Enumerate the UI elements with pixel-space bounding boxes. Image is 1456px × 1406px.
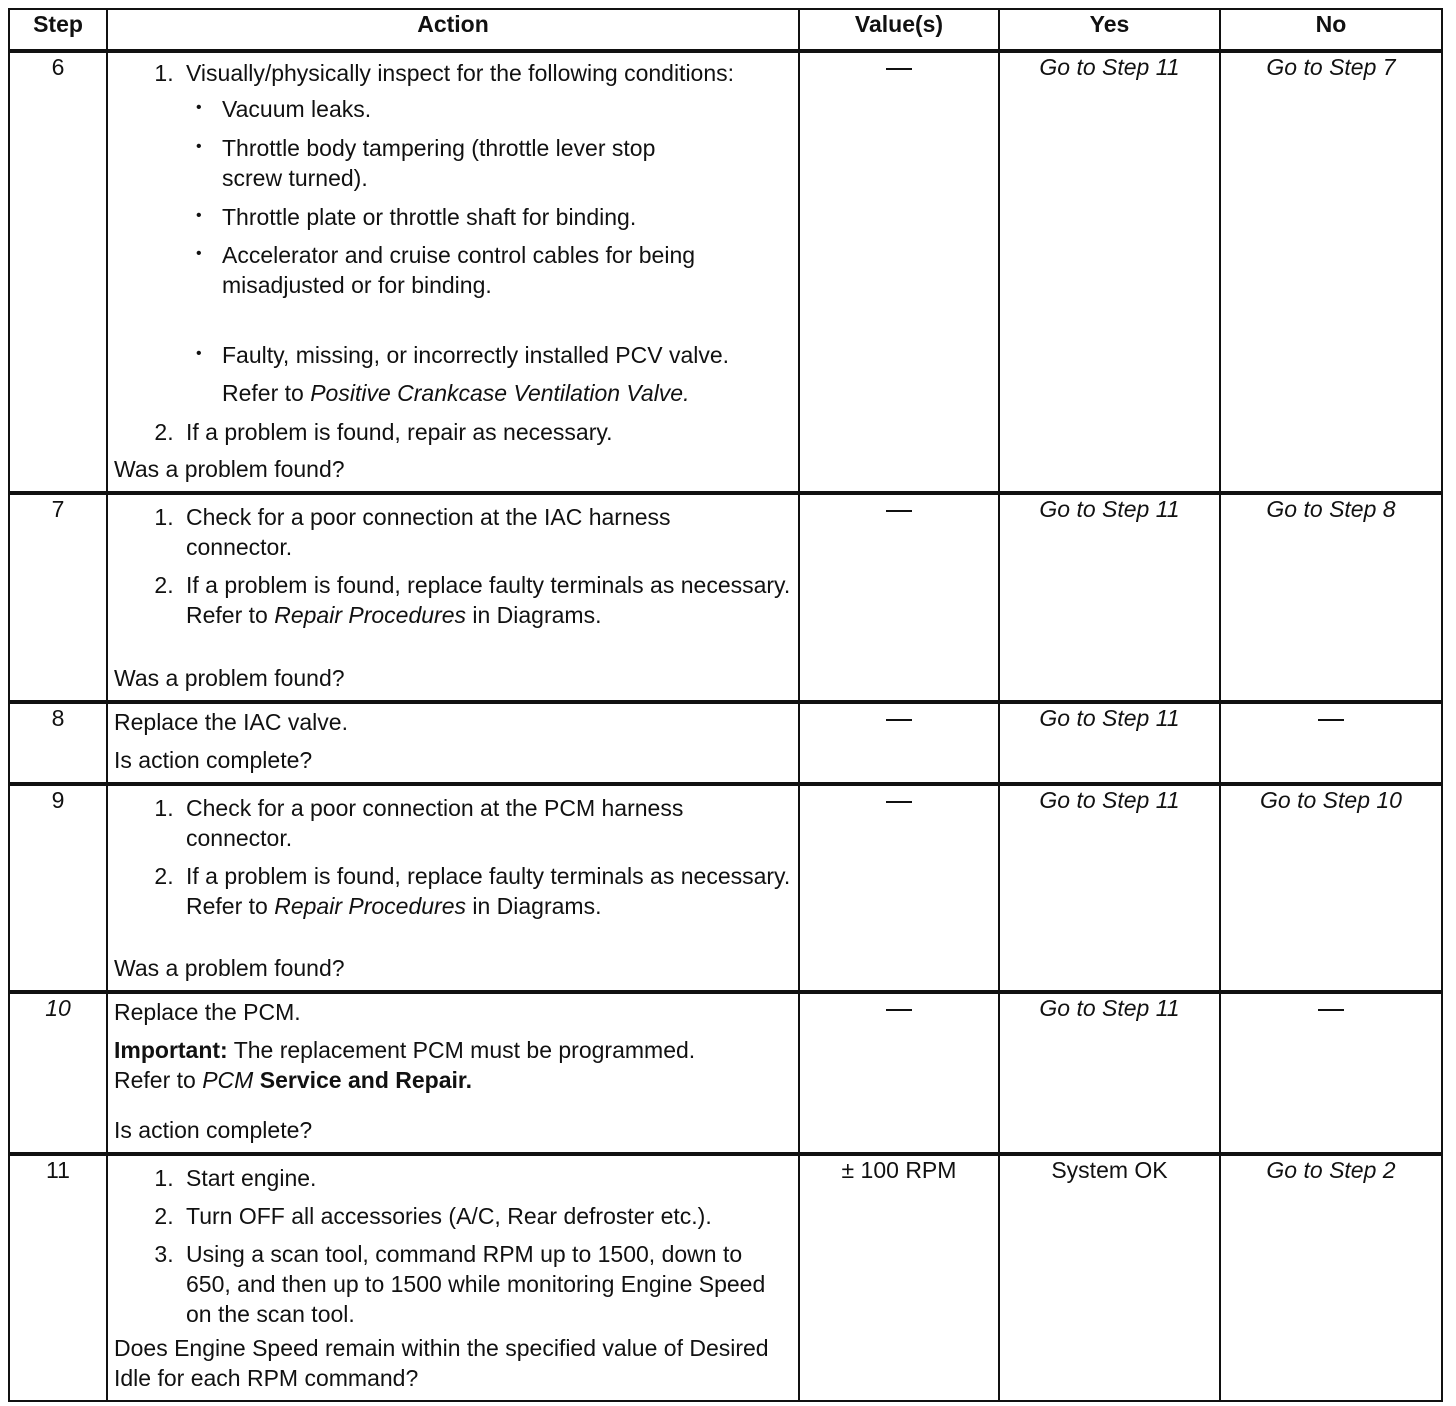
dash-mark xyxy=(886,510,912,512)
dash-mark xyxy=(1318,719,1344,721)
question: Was a problem found? xyxy=(114,456,345,483)
condition-item: • Accelerator and cruise control cables for being misadjusted or for binding. xyxy=(222,241,792,301)
dash-mark xyxy=(886,1009,912,1011)
action-item: 1. Check for a poor connection at the IAC harness connector. xyxy=(180,503,792,563)
value-cell: ± 100 RPM xyxy=(799,1154,999,1401)
table-header-row xyxy=(9,9,1442,51)
question: Was a problem found? xyxy=(114,665,345,692)
condition-list xyxy=(186,95,792,409)
yes-cell[interactable]: Go to Step 11 xyxy=(999,992,1220,1154)
dash-mark xyxy=(886,68,912,70)
value-cell xyxy=(799,702,999,784)
important-note: Important: The replacement PCM must be programmed. Refer to PCM Service and Repair. xyxy=(114,1036,696,1093)
action-item: 1. Start engine. xyxy=(180,1164,792,1194)
reference-link[interactable]: Repair Procedures xyxy=(274,892,466,919)
question: Is action complete? xyxy=(114,747,313,774)
header-values: Value(s) xyxy=(799,9,999,51)
reference-link[interactable]: PCM xyxy=(202,1066,254,1093)
reference-link[interactable]: Repair Procedures xyxy=(274,601,466,628)
yes-cell[interactable]: System OK xyxy=(999,1154,1220,1401)
no-cell xyxy=(1220,702,1442,784)
table-row-step-9 xyxy=(9,784,1442,992)
question: Is action complete? xyxy=(114,1117,313,1144)
action-item: 2. Turn OFF all accessories (A/C, Rear defroster etc.). xyxy=(180,1202,792,1232)
action-text: Replace the PCM. xyxy=(114,999,301,1025)
no-cell xyxy=(1220,992,1442,1154)
action-cell xyxy=(107,1154,799,1401)
no-cell[interactable]: Go to Step 8 xyxy=(1220,493,1442,702)
action-item: 1. Check for a poor connection at the PCM harness connector. xyxy=(180,794,792,854)
no-cell[interactable]: Go to Step 10 xyxy=(1220,784,1442,992)
action-item: 2. If a problem is found, replace faulty terminals as necessary. Refer to Repair Procedures in Diagrams. xyxy=(180,862,792,922)
value-cell xyxy=(799,784,999,992)
condition-item: • Throttle plate or throttle shaft for binding. xyxy=(222,203,792,233)
diagnostic-table xyxy=(8,8,1443,1402)
header-no: No xyxy=(1220,9,1442,51)
value-cell xyxy=(799,493,999,702)
yes-cell[interactable]: Go to Step 11 xyxy=(999,784,1220,992)
action-text: Replace the IAC valve. xyxy=(114,709,348,735)
step-number: 11 xyxy=(9,1154,107,1401)
dash-mark xyxy=(886,719,912,721)
header-action: Action xyxy=(107,9,799,51)
dash-mark xyxy=(1318,1009,1344,1011)
no-cell[interactable]: Go to Step 2 xyxy=(1220,1154,1442,1401)
yes-cell[interactable]: Go to Step 11 xyxy=(999,702,1220,784)
table-row-step-11 xyxy=(9,1154,1442,1401)
step-number: 10 xyxy=(9,992,107,1154)
table-row-step-7 xyxy=(9,493,1442,702)
header-step: Step xyxy=(9,9,107,51)
step-number: 6 xyxy=(9,51,107,493)
action-item: 2. If a problem is found, repair as necessary. xyxy=(180,418,792,448)
header-yes: Yes xyxy=(999,9,1220,51)
condition-item: • Faulty, missing, or incorrectly installed PCV valve. Refer to Positive Crankcase Ventilation Valve. xyxy=(222,341,792,409)
action-cell xyxy=(107,493,799,702)
value-cell xyxy=(799,51,999,493)
reference-link[interactable]: Positive Crankcase Ventilation Valve. xyxy=(310,380,690,407)
action-item: 2. If a problem is found, replace faulty terminals as necessary. Refer to Repair Procedures in Diagrams. xyxy=(180,571,792,631)
condition-item: • Throttle body tampering (throttle lever stop screw turned). xyxy=(222,134,792,194)
step-number: 8 xyxy=(9,702,107,784)
question: Was a problem found? xyxy=(114,955,345,982)
no-cell[interactable]: Go to Step 7 xyxy=(1220,51,1442,493)
step-number: 9 xyxy=(9,784,107,992)
condition-item: • Vacuum leaks. xyxy=(222,95,792,125)
table-row-step-10 xyxy=(9,992,1442,1154)
yes-cell[interactable]: Go to Step 11 xyxy=(999,493,1220,702)
action-cell xyxy=(107,992,799,1154)
table-row-step-8 xyxy=(9,702,1442,784)
action-item: 3. Using a scan tool, command RPM up to 1500, down to 650, and then up to 1500 while monitoring Engine Speed on the scan tool. xyxy=(180,1240,792,1330)
dash-mark xyxy=(886,801,912,803)
step-number: 7 xyxy=(9,493,107,702)
action-cell xyxy=(107,784,799,992)
action-item: 1. Visually/physically inspect for the following conditions: • Vacuum leaks. • Throttle body tampering (throttle lever stop screw turned). • Throttle plate or throttle shaft for binding. • Accelerator and cruise control cables for being misadjusted or for binding. • Faulty, missing, or incorrectly installed PCV valve. Refer to Positive Crankcase Ventilation Valve. xyxy=(180,59,792,409)
table-row-step-6 xyxy=(9,51,1442,493)
question: Does Engine Speed remain within the specified value of Desired Idle for each RPM command? xyxy=(114,1335,769,1392)
yes-cell[interactable]: Go to Step 11 xyxy=(999,51,1220,493)
action-cell xyxy=(107,51,799,493)
value-cell xyxy=(799,992,999,1154)
action-cell xyxy=(107,702,799,784)
